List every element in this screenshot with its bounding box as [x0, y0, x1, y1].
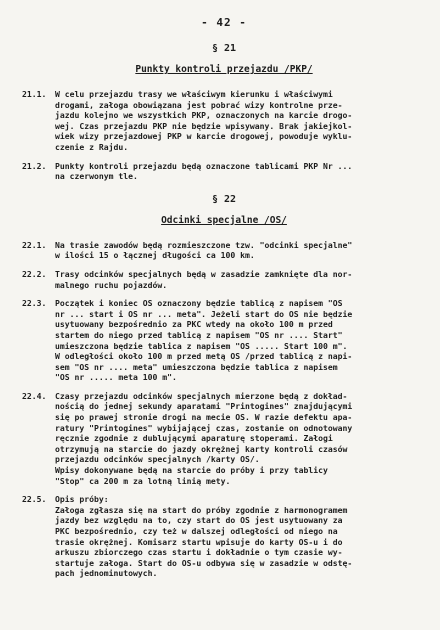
text-line: czenie z Rajdu. [55, 141, 129, 152]
paragraph [22, 391, 426, 486]
paragraph-number: 21.2. [22, 160, 47, 171]
text-line: startem do niego przed tablicą z napisem "OS nr .... Start" [55, 329, 343, 340]
text-line: wej. Czas przejazdu PKP nie będzie wpisywany. Brak jakiejkol- [55, 120, 353, 131]
text-line: się po prawej stronie drogi na mecie OS. W razie defektu apa- [55, 412, 353, 423]
section-mark: § 21 [211, 43, 237, 54]
text-line: ratury "Printogines" wybijającej czas, zostanie on odnotowany [55, 422, 353, 433]
text-line: w ilości 15 o łącznej długości ca 100 km. [55, 250, 255, 261]
text-line: Załoga zgłasza się na start do próby zgodnie z harmonogramem [55, 504, 348, 515]
text-line: Początek i koniec OS oznaczony będzie tablicą z napisem "OS [55, 298, 343, 309]
text-line: PKC bezpośrednio, czy też w dalszej odległości od niego na [55, 526, 338, 536]
text-line: jazdu kolejno we wszystkich PKP, oznaczonych na karcie drogo- [55, 110, 353, 121]
paragraph [22, 298, 426, 383]
paragraph-text [55, 298, 426, 383]
text-line: pach jednominutowych. [55, 568, 158, 579]
paragraph-text [55, 161, 426, 182]
section-mark: § 22 [211, 193, 237, 205]
paragraph [22, 240, 426, 261]
paragraph [22, 494, 426, 579]
text-line: arkuszu zbiorczego czas startu i dokładnie o tym czasie wy- [55, 547, 343, 558]
paragraph-number: 22.2. [22, 268, 47, 279]
paragraph-number: 22.3. [22, 298, 47, 309]
text-line: Wpisy dokonywane będą na starcie do próby i przy tablicy [55, 465, 328, 476]
text-line: jazdy bez względu na to, czy start do OS jest usytuowany za [55, 515, 343, 526]
text-line: "Stop" ca 200 m za lotną linią mety. [55, 475, 231, 486]
paragraph [22, 269, 426, 290]
text-line: otrzymują na starcie do jazdy okrężnej karty kontroli czasów [55, 443, 348, 454]
section-title: Odcinki specjalne /OS/ [161, 214, 287, 226]
text-line: Trasy odcinków specjalnych będą w zasadzie zamknięte dla nor- [55, 268, 353, 279]
text-line: drogami, załoga obowiązana jest pobrać wizy kontrolne prze- [55, 99, 343, 110]
paragraph-number: 22.4. [22, 390, 47, 401]
paragraph-text [55, 494, 426, 579]
text-line: trasie okrężnej. Komisarz startu wpisuje do karty OS-u i do [55, 536, 343, 547]
text-line: ręcznie zgodnie z dublującymi aparaturę stoperami. Załogi [55, 433, 333, 444]
text-line: usytuowany bezpośrednio za PKC wtedy na około 100 m przed [55, 319, 333, 330]
paragraph [22, 161, 426, 182]
paragraph-number: 22.1. [22, 239, 47, 250]
text-line: "OS nr ..... meta 100 m". [55, 372, 177, 383]
paragraph-text [55, 240, 426, 261]
text-line: Czasy przejazdu odcinków specjalnych mierzone będą z dokład- [55, 390, 348, 401]
text-line: nością do jednej sekundy aparatami "Printogines" znajdującymi [55, 401, 353, 412]
text-line: sem "OS nr .... meta" umieszczona będzie tablica z napisem [55, 361, 338, 372]
text-line: umieszczona będzie tablica z napisem "OS ..... Start 100 m". [55, 340, 348, 351]
document-body [22, 43, 426, 579]
paragraph-number: 21.1. [22, 89, 47, 99]
text-line: na czerwonym tle. [55, 171, 138, 182]
page-number: - 42 - [201, 16, 247, 29]
text-line: startuje załoga. Start do OS-u odbywa się w zasadzie w odstę- [55, 557, 353, 568]
text-line: wiek wizy przejazdowej PKP w karcie drogowej, powoduje wyklu- [55, 131, 353, 142]
text-line: malnego ruchu pojazdów. [55, 279, 168, 290]
text-line: nr ... start i OS nr ... meta". Jeżeli start do OS nie będzie [55, 308, 353, 319]
section-title: Punkty kontroli przejazdu /PKP/ [135, 64, 313, 75]
text-line: Opis próby: [55, 494, 109, 505]
paragraph [22, 89, 426, 153]
paragraph-text [55, 269, 426, 290]
text-line: Na trasie zawodów będą rozmieszczone tzw. "odcinki specjalne" [55, 239, 353, 250]
paragraph-text [55, 391, 426, 486]
text-line: W odległości około 100 m przed metą OS /przed tablicą z napi- [55, 351, 353, 362]
paragraph-text [55, 89, 426, 153]
text-line: W celu przejazdu trasy we właściwym kierunku i właściwymi [55, 89, 333, 99]
paragraph-number: 22.5. [22, 494, 47, 505]
text-line: przejazdu odcinków specjalnych /karty OS/. [55, 454, 260, 465]
text-line: Punkty kontroli przejazdu będą oznaczone tablicami PKP Nr ... [55, 160, 353, 171]
